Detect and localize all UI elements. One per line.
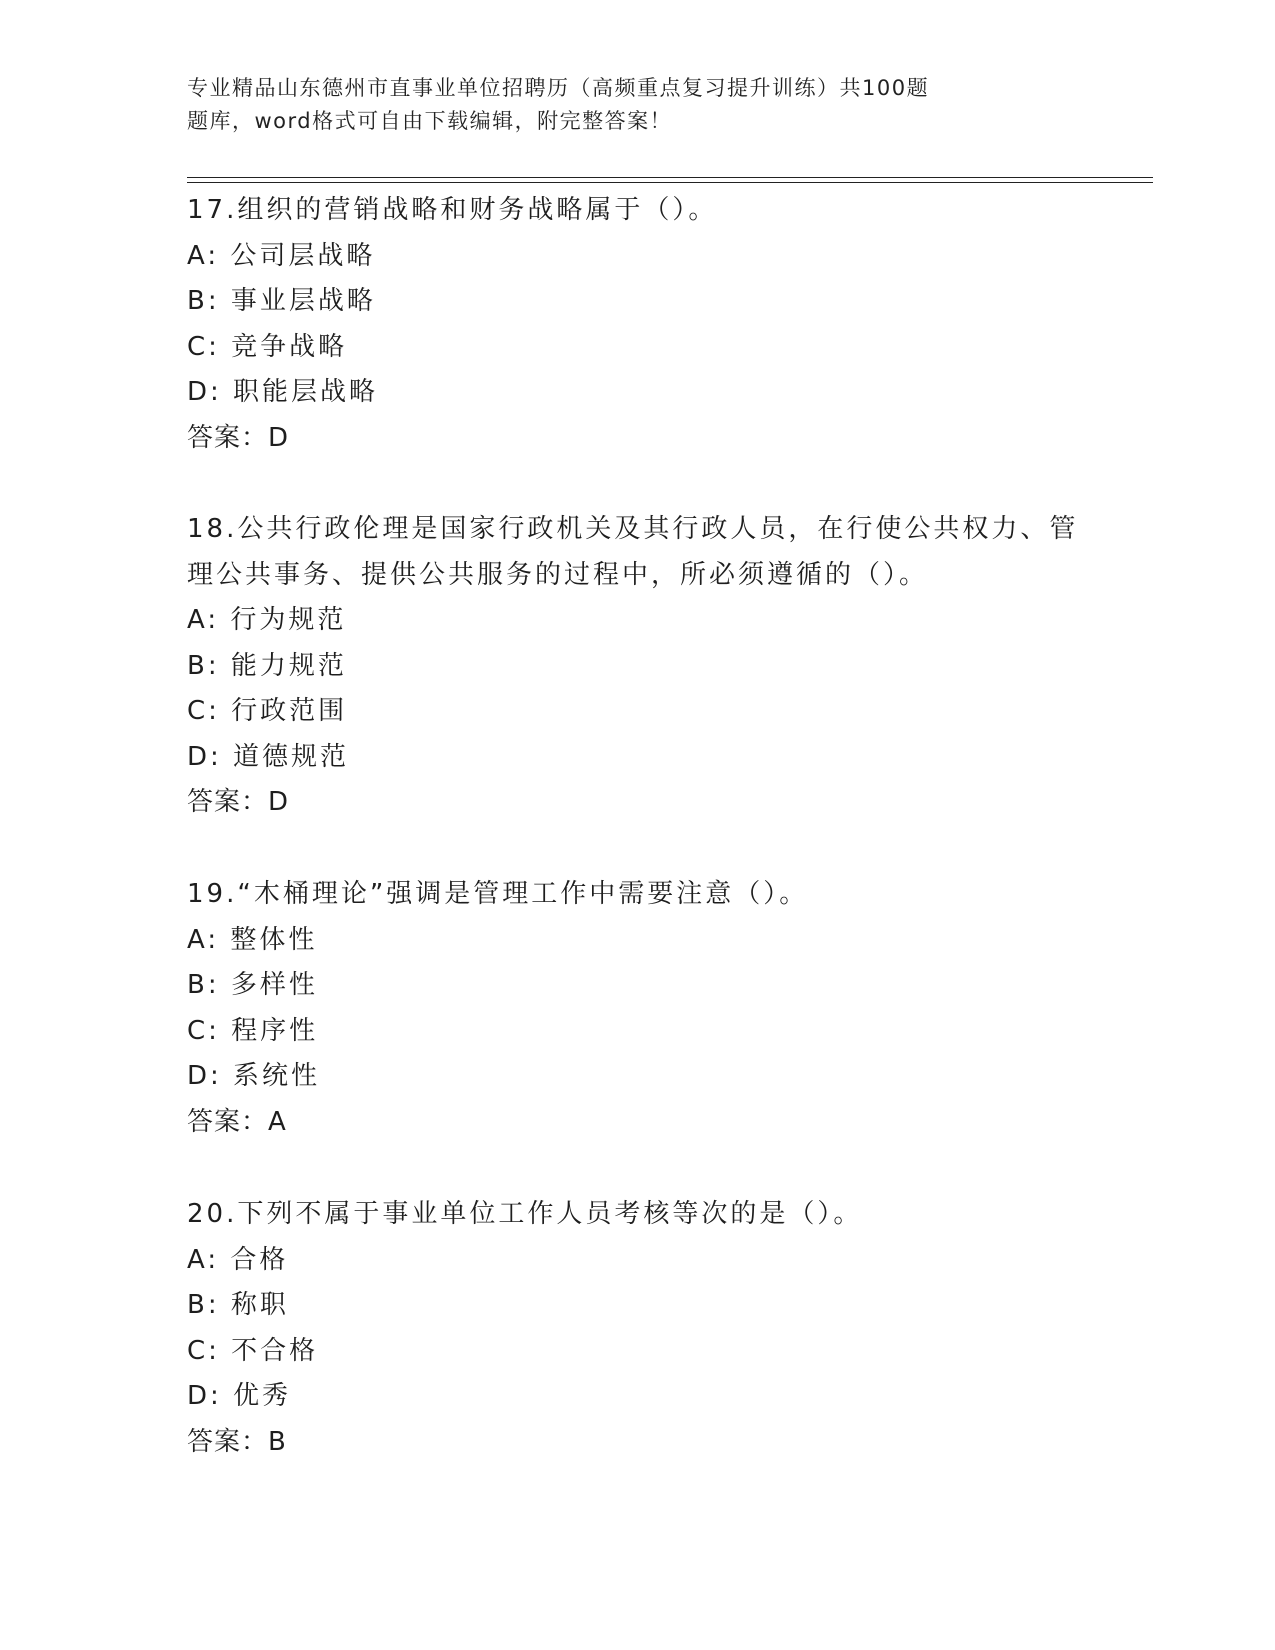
question-stem-line-1: 18.公共行政伦理是国家行政机关及其行政人员，在行使公共权力、管 [187,514,1079,544]
question-stem-line-2: 理公共事务、提供公共服务的过程中，所必须遵循的（）。 [187,559,929,590]
answer: 答案：A [187,1106,287,1137]
answer: 答案：B [187,1426,287,1457]
header-rule-top [187,177,1153,178]
option-a: A: 公司层战略 [187,240,376,271]
question-stem: 20.下列不属于事业单位工作人员考核等次的是（）。 [187,1199,863,1229]
option-c: C: 程序性 [187,1015,319,1046]
question-stem: 19.“木桶理论”强调是管理工作中需要注意（）。 [187,879,809,909]
option-c: C: 行政范围 [187,696,348,726]
option-c: C: 不合格 [187,1335,319,1366]
option-d: D: 优秀 [187,1381,292,1411]
question-20 [187,1192,1087,1465]
option-a: A: 合格 [187,1244,289,1275]
option-b: B: 称职 [187,1290,289,1320]
question-stem: 17.组织的营销战略和财务战略属于（）。 [187,195,718,225]
option-d: D: 系统性 [187,1061,321,1091]
header-rule-bottom [187,182,1153,183]
document-header [187,72,1027,138]
option-c: C: 竞争战略 [187,331,348,362]
option-b: B: 能力规范 [187,650,347,681]
question-18 [187,507,1087,826]
question-17 [187,188,1087,461]
option-d: D: 职能层战略 [187,377,379,407]
answer: 答案：D [187,422,290,453]
answer: 答案：D [187,787,290,817]
option-b: B: 事业层战略 [187,286,376,316]
header-line-1: 专业精品山东德州市直事业单位招聘历（高频重点复习提升训练）共100题 [187,76,930,100]
option-b: B: 多样性 [187,970,318,1000]
option-a: A: 整体性 [187,924,318,955]
option-a: A: 行为规范 [187,605,347,635]
option-d: D: 道德规范 [187,741,350,772]
question-19 [187,872,1087,1145]
header-line-2: 题库，word格式可自由下载编辑，附完整答案！ [187,109,673,133]
